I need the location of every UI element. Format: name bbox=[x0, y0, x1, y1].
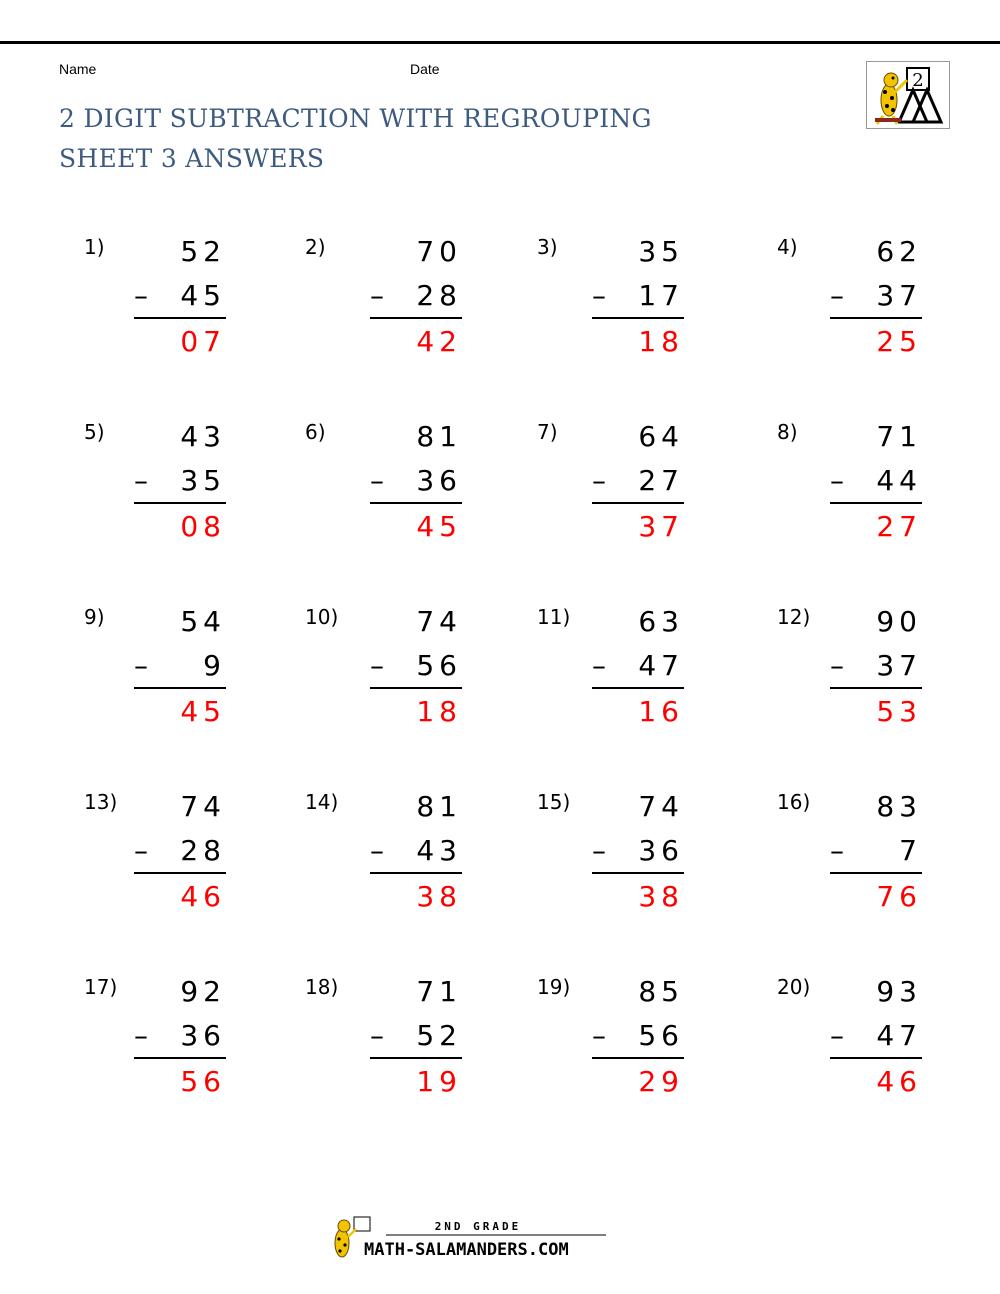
subtrahend: 56 bbox=[416, 649, 462, 682]
problem-10 bbox=[305, 605, 505, 765]
answer-rule bbox=[830, 502, 922, 504]
minuend: 81 bbox=[416, 790, 462, 823]
answer-rule bbox=[830, 687, 922, 689]
minus-sign: – bbox=[830, 464, 844, 497]
answer-rule bbox=[134, 1057, 226, 1059]
worksheet-subtitle: SHEET 3 ANSWERS bbox=[59, 144, 325, 173]
minuend: 81 bbox=[416, 420, 462, 453]
problem-number: 6) bbox=[305, 420, 326, 444]
answer-rule bbox=[830, 872, 922, 874]
answer: 45 bbox=[180, 695, 226, 728]
problem-11 bbox=[537, 605, 737, 765]
problem-12 bbox=[777, 605, 977, 765]
minus-sign: – bbox=[592, 649, 606, 682]
problem-number: 1) bbox=[84, 235, 105, 259]
answer-rule bbox=[830, 317, 922, 319]
answer-rule bbox=[370, 872, 462, 874]
minus-sign: – bbox=[830, 834, 844, 867]
answer-rule bbox=[134, 502, 226, 504]
problem-14 bbox=[305, 790, 505, 950]
answer-rule bbox=[592, 872, 684, 874]
answer-rule bbox=[370, 687, 462, 689]
minus-sign: – bbox=[592, 279, 606, 312]
problem-number: 5) bbox=[84, 420, 105, 444]
problem-number: 4) bbox=[777, 235, 798, 259]
subtrahend: 37 bbox=[876, 279, 922, 312]
problem-7 bbox=[537, 420, 737, 580]
minuend: 43 bbox=[180, 420, 226, 453]
minus-sign: – bbox=[830, 279, 844, 312]
subtrahend: 17 bbox=[638, 279, 684, 312]
problem-number: 9) bbox=[84, 605, 105, 629]
problem-number: 14) bbox=[305, 790, 339, 814]
answer: 46 bbox=[180, 880, 226, 913]
minuend: 62 bbox=[876, 235, 922, 268]
minuend: 64 bbox=[638, 420, 684, 453]
subtrahend: 7 bbox=[899, 834, 922, 867]
footer-salamander-icon bbox=[326, 1215, 626, 1263]
minus-sign: – bbox=[134, 464, 148, 497]
footer-logo bbox=[326, 1215, 626, 1263]
problem-9 bbox=[84, 605, 284, 765]
minus-sign: – bbox=[370, 1019, 384, 1052]
answer-rule bbox=[592, 502, 684, 504]
minuend: 93 bbox=[876, 975, 922, 1008]
problem-19 bbox=[537, 975, 737, 1135]
minus-sign: – bbox=[830, 649, 844, 682]
minus-sign: – bbox=[370, 649, 384, 682]
problem-number: 8) bbox=[777, 420, 798, 444]
problem-number: 10) bbox=[305, 605, 339, 629]
problem-number: 7) bbox=[537, 420, 558, 444]
minuend: 52 bbox=[180, 235, 226, 268]
subtrahend: 45 bbox=[180, 279, 226, 312]
subtrahend: 35 bbox=[180, 464, 226, 497]
minus-sign: – bbox=[134, 279, 148, 312]
minuend: 83 bbox=[876, 790, 922, 823]
footer-site-text: MATH-SALAMANDERS.COM bbox=[364, 1240, 569, 1260]
minuend: 63 bbox=[638, 605, 684, 638]
answer-rule bbox=[370, 317, 462, 319]
problem-number: 15) bbox=[537, 790, 571, 814]
top-rule bbox=[0, 41, 1000, 44]
answer: 42 bbox=[416, 325, 462, 358]
subtrahend: 9 bbox=[203, 649, 226, 682]
answer: 38 bbox=[416, 880, 462, 913]
worksheet-title: 2 DIGIT SUBTRACTION WITH REGROUPING bbox=[59, 104, 652, 133]
minus-sign: – bbox=[592, 464, 606, 497]
subtrahend: 28 bbox=[180, 834, 226, 867]
minus-sign: – bbox=[134, 649, 148, 682]
problem-1 bbox=[84, 235, 284, 395]
subtrahend: 28 bbox=[416, 279, 462, 312]
answer-rule bbox=[592, 687, 684, 689]
salamander-logo bbox=[866, 61, 950, 129]
problem-8 bbox=[777, 420, 977, 580]
answer: 46 bbox=[876, 1065, 922, 1098]
minuend: 74 bbox=[180, 790, 226, 823]
answer-rule bbox=[134, 687, 226, 689]
problem-13 bbox=[84, 790, 284, 950]
minuend: 92 bbox=[180, 975, 226, 1008]
answer: 19 bbox=[416, 1065, 462, 1098]
problem-17 bbox=[84, 975, 284, 1135]
problem-2 bbox=[305, 235, 505, 395]
minuend: 85 bbox=[638, 975, 684, 1008]
answer: 53 bbox=[876, 695, 922, 728]
answer-rule bbox=[830, 1057, 922, 1059]
subtrahend: 47 bbox=[876, 1019, 922, 1052]
problem-3 bbox=[537, 235, 737, 395]
answer: 18 bbox=[638, 325, 684, 358]
answer: 07 bbox=[180, 325, 226, 358]
subtrahend: 36 bbox=[180, 1019, 226, 1052]
problem-number: 20) bbox=[777, 975, 811, 999]
minus-sign: – bbox=[592, 1019, 606, 1052]
problem-number: 12) bbox=[777, 605, 811, 629]
minus-sign: – bbox=[370, 279, 384, 312]
problem-number: 17) bbox=[84, 975, 118, 999]
answer: 37 bbox=[638, 510, 684, 543]
subtrahend: 56 bbox=[638, 1019, 684, 1052]
answer: 08 bbox=[180, 510, 226, 543]
answer-rule bbox=[592, 317, 684, 319]
minus-sign: – bbox=[592, 834, 606, 867]
answer-rule bbox=[592, 1057, 684, 1059]
minus-sign: – bbox=[134, 1019, 148, 1052]
subtrahend: 27 bbox=[638, 464, 684, 497]
minuend: 35 bbox=[638, 235, 684, 268]
subtrahend: 36 bbox=[638, 834, 684, 867]
answer: 76 bbox=[876, 880, 922, 913]
name-label: Name bbox=[59, 61, 97, 77]
problem-6 bbox=[305, 420, 505, 580]
salamander-icon bbox=[867, 62, 949, 128]
subtrahend: 37 bbox=[876, 649, 922, 682]
answer: 38 bbox=[638, 880, 684, 913]
minuend: 90 bbox=[876, 605, 922, 638]
problem-18 bbox=[305, 975, 505, 1135]
logo-digit: 2 bbox=[912, 70, 924, 91]
answer: 56 bbox=[180, 1065, 226, 1098]
problem-4 bbox=[777, 235, 977, 395]
minuend: 71 bbox=[876, 420, 922, 453]
answer: 29 bbox=[638, 1065, 684, 1098]
minuend: 54 bbox=[180, 605, 226, 638]
answer-rule bbox=[370, 502, 462, 504]
footer-grade-text: 2ND GRADE bbox=[434, 1220, 522, 1233]
answer-rule bbox=[134, 872, 226, 874]
answer: 16 bbox=[638, 695, 684, 728]
answer: 27 bbox=[876, 510, 922, 543]
answer: 25 bbox=[876, 325, 922, 358]
subtrahend: 44 bbox=[876, 464, 922, 497]
problem-5 bbox=[84, 420, 284, 580]
subtrahend: 36 bbox=[416, 464, 462, 497]
minuend: 71 bbox=[416, 975, 462, 1008]
subtrahend: 43 bbox=[416, 834, 462, 867]
problem-number: 19) bbox=[537, 975, 571, 999]
problem-number: 13) bbox=[84, 790, 118, 814]
problem-15 bbox=[537, 790, 737, 950]
problem-number: 2) bbox=[305, 235, 326, 259]
minus-sign: – bbox=[830, 1019, 844, 1052]
problem-number: 3) bbox=[537, 235, 558, 259]
minuend: 74 bbox=[638, 790, 684, 823]
problem-20 bbox=[777, 975, 977, 1135]
subtrahend: 47 bbox=[638, 649, 684, 682]
answer-rule bbox=[370, 1057, 462, 1059]
problem-number: 18) bbox=[305, 975, 339, 999]
subtrahend: 52 bbox=[416, 1019, 462, 1052]
minuend: 74 bbox=[416, 605, 462, 638]
minus-sign: – bbox=[370, 834, 384, 867]
problem-number: 16) bbox=[777, 790, 811, 814]
answer-rule bbox=[134, 317, 226, 319]
date-label: Date bbox=[410, 61, 440, 77]
answer: 18 bbox=[416, 695, 462, 728]
problem-16 bbox=[777, 790, 977, 950]
minus-sign: – bbox=[134, 834, 148, 867]
problem-number: 11) bbox=[537, 605, 571, 629]
minus-sign: – bbox=[370, 464, 384, 497]
answer: 45 bbox=[416, 510, 462, 543]
minuend: 70 bbox=[416, 235, 462, 268]
